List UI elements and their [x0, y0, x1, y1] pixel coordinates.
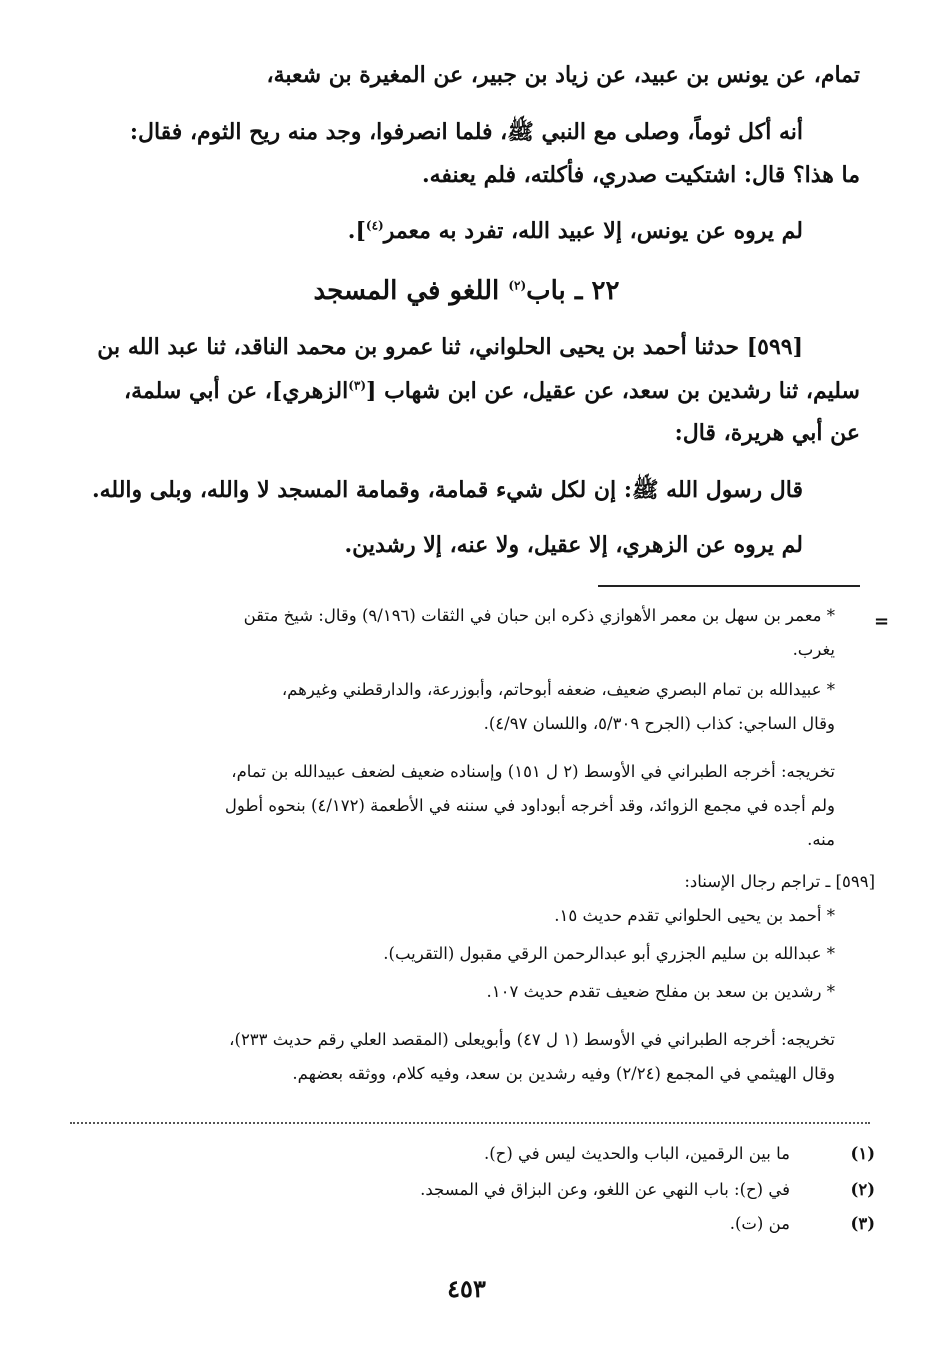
footnote-ref: (٣)	[348, 378, 367, 393]
footnote-line: تخريجه: أخرجه الطبراني في الأوسط (٢ ل ١٥١) وإسناده ضعيف لضعف عبيدالله بن تمام،	[231, 762, 835, 781]
footnote-line: * معمر بن سهل بن معمر الأهوازي ذكره ابن حبان في الثقات (٩/١٩٦) وقال: شيخ متقن	[243, 606, 835, 625]
note-text: في (ح): باب النهي عن اللغو، وعن البزاق في المسجد.	[420, 1180, 790, 1199]
text-segment: سليم، ثنا رشدين بن سعد، عن عقيل، عن ابن شهاب [	[366, 378, 860, 404]
footnote-line: * عبيدالله بن تمام البصري ضعيف، ضعفه أبوحاتم، وأبوزرعة، والدارقطني وغيرهم،	[281, 680, 835, 699]
text-line	[348, 218, 803, 244]
text-line: أنه أكل ثوماً، وصلى مع النبي ﷺ، فلما انصرفوا، وجد منه ريح الثوم، فقال:	[129, 119, 803, 145]
footnote-line: وقال الهيثمي في المجمع (٢/٢٤) وفيه رشدين بن سعد، وفيه كلام، ووثقه بعضهم.	[292, 1064, 835, 1083]
note-text: من (ت).	[729, 1214, 790, 1233]
footnote-separator	[598, 585, 860, 587]
heading-text: ٢٢ ـ باب	[526, 276, 620, 306]
text-line: لم يروه عن الزهري، إلا عقيل، ولا عنه، إلا رشدين.	[344, 532, 803, 558]
notes-separator	[70, 1122, 870, 1124]
footnote-line: تخريجه: أخرجه الطبراني في الأوسط (١ ل ٤٧) وأبويعلى (المقصد العلي رقم حديث ٢٣٣)،	[229, 1030, 835, 1049]
text-segment: حدثنا أحمد بن يحيى الحلواني، ثنا عمرو بن محمد الناقد، ثنا عبد الله بن	[97, 334, 740, 360]
text-line	[124, 378, 860, 404]
text-line: عن أبي هريرة، قال:	[674, 420, 860, 446]
note-text: ما بين الرقمين، الباب والحديث ليس في (ح).	[483, 1144, 790, 1163]
text-line	[97, 334, 803, 360]
footnote-line: * أحمد بن يحيى الحلواني تقدم حديث ١٥.	[554, 906, 835, 925]
continuation-mark: =	[874, 611, 890, 632]
text-line: ما هذا؟ قال: اشتكيت صدري، فأكلته، فلم يعنفه.	[421, 162, 860, 188]
text-segment: لم يروه عن يونس، إلا عبيد الله، تفرد به معمر	[383, 218, 803, 244]
footnote-line: [٥٩٩] ـ تراجم رجال الإسناد:	[684, 872, 875, 891]
text-segment: الزهري]، عن أبي سلمة،	[124, 378, 349, 404]
hadith-number: [٥٩٩]	[746, 334, 803, 360]
heading-text: اللغو في المسجد	[313, 276, 509, 306]
chapter-heading	[0, 276, 933, 306]
text-line: تمام، عن يونس بن عبيد، عن زياد بن جبير، عن المغيرة بن شعبة،	[266, 62, 860, 88]
footnote-ref: (٤)	[365, 218, 384, 233]
footnote-line: * عبدالله بن سليم الجزري أبو عبدالرحمن الرقي مقبول (التقريب).	[383, 944, 835, 963]
note-number: (٣)	[850, 1214, 875, 1233]
text-line: قال رسول الله ﷺ: إن لكل شيء قمامة، وقمامة المسجد لا والله، وبلى والله.	[91, 477, 803, 503]
footnote-line: يغرب.	[792, 640, 835, 659]
note-number: (٢)	[850, 1180, 875, 1199]
note-number: (١)	[850, 1144, 875, 1163]
text-segment: ].	[347, 218, 366, 244]
page-number: ٤٥٣	[447, 1274, 486, 1303]
footnote-ref: (٢)	[508, 278, 527, 293]
footnote-line: ولم أجده في مجمع الزوائد، وقد أخرجه أبوداود في سننه في الأطعمة (٤/١٧٢) بنحوه أطول	[224, 796, 835, 815]
footnote-line: منه.	[807, 830, 835, 849]
footnote-line: * رشدين بن سعد بن مفلح ضعيف تقدم حديث ١٠٧.	[486, 982, 835, 1001]
footnote-line: وقال الساجي: كذاب (الجرح ٥/٣٠٩، واللسان ٤/٩٧).	[483, 714, 835, 733]
